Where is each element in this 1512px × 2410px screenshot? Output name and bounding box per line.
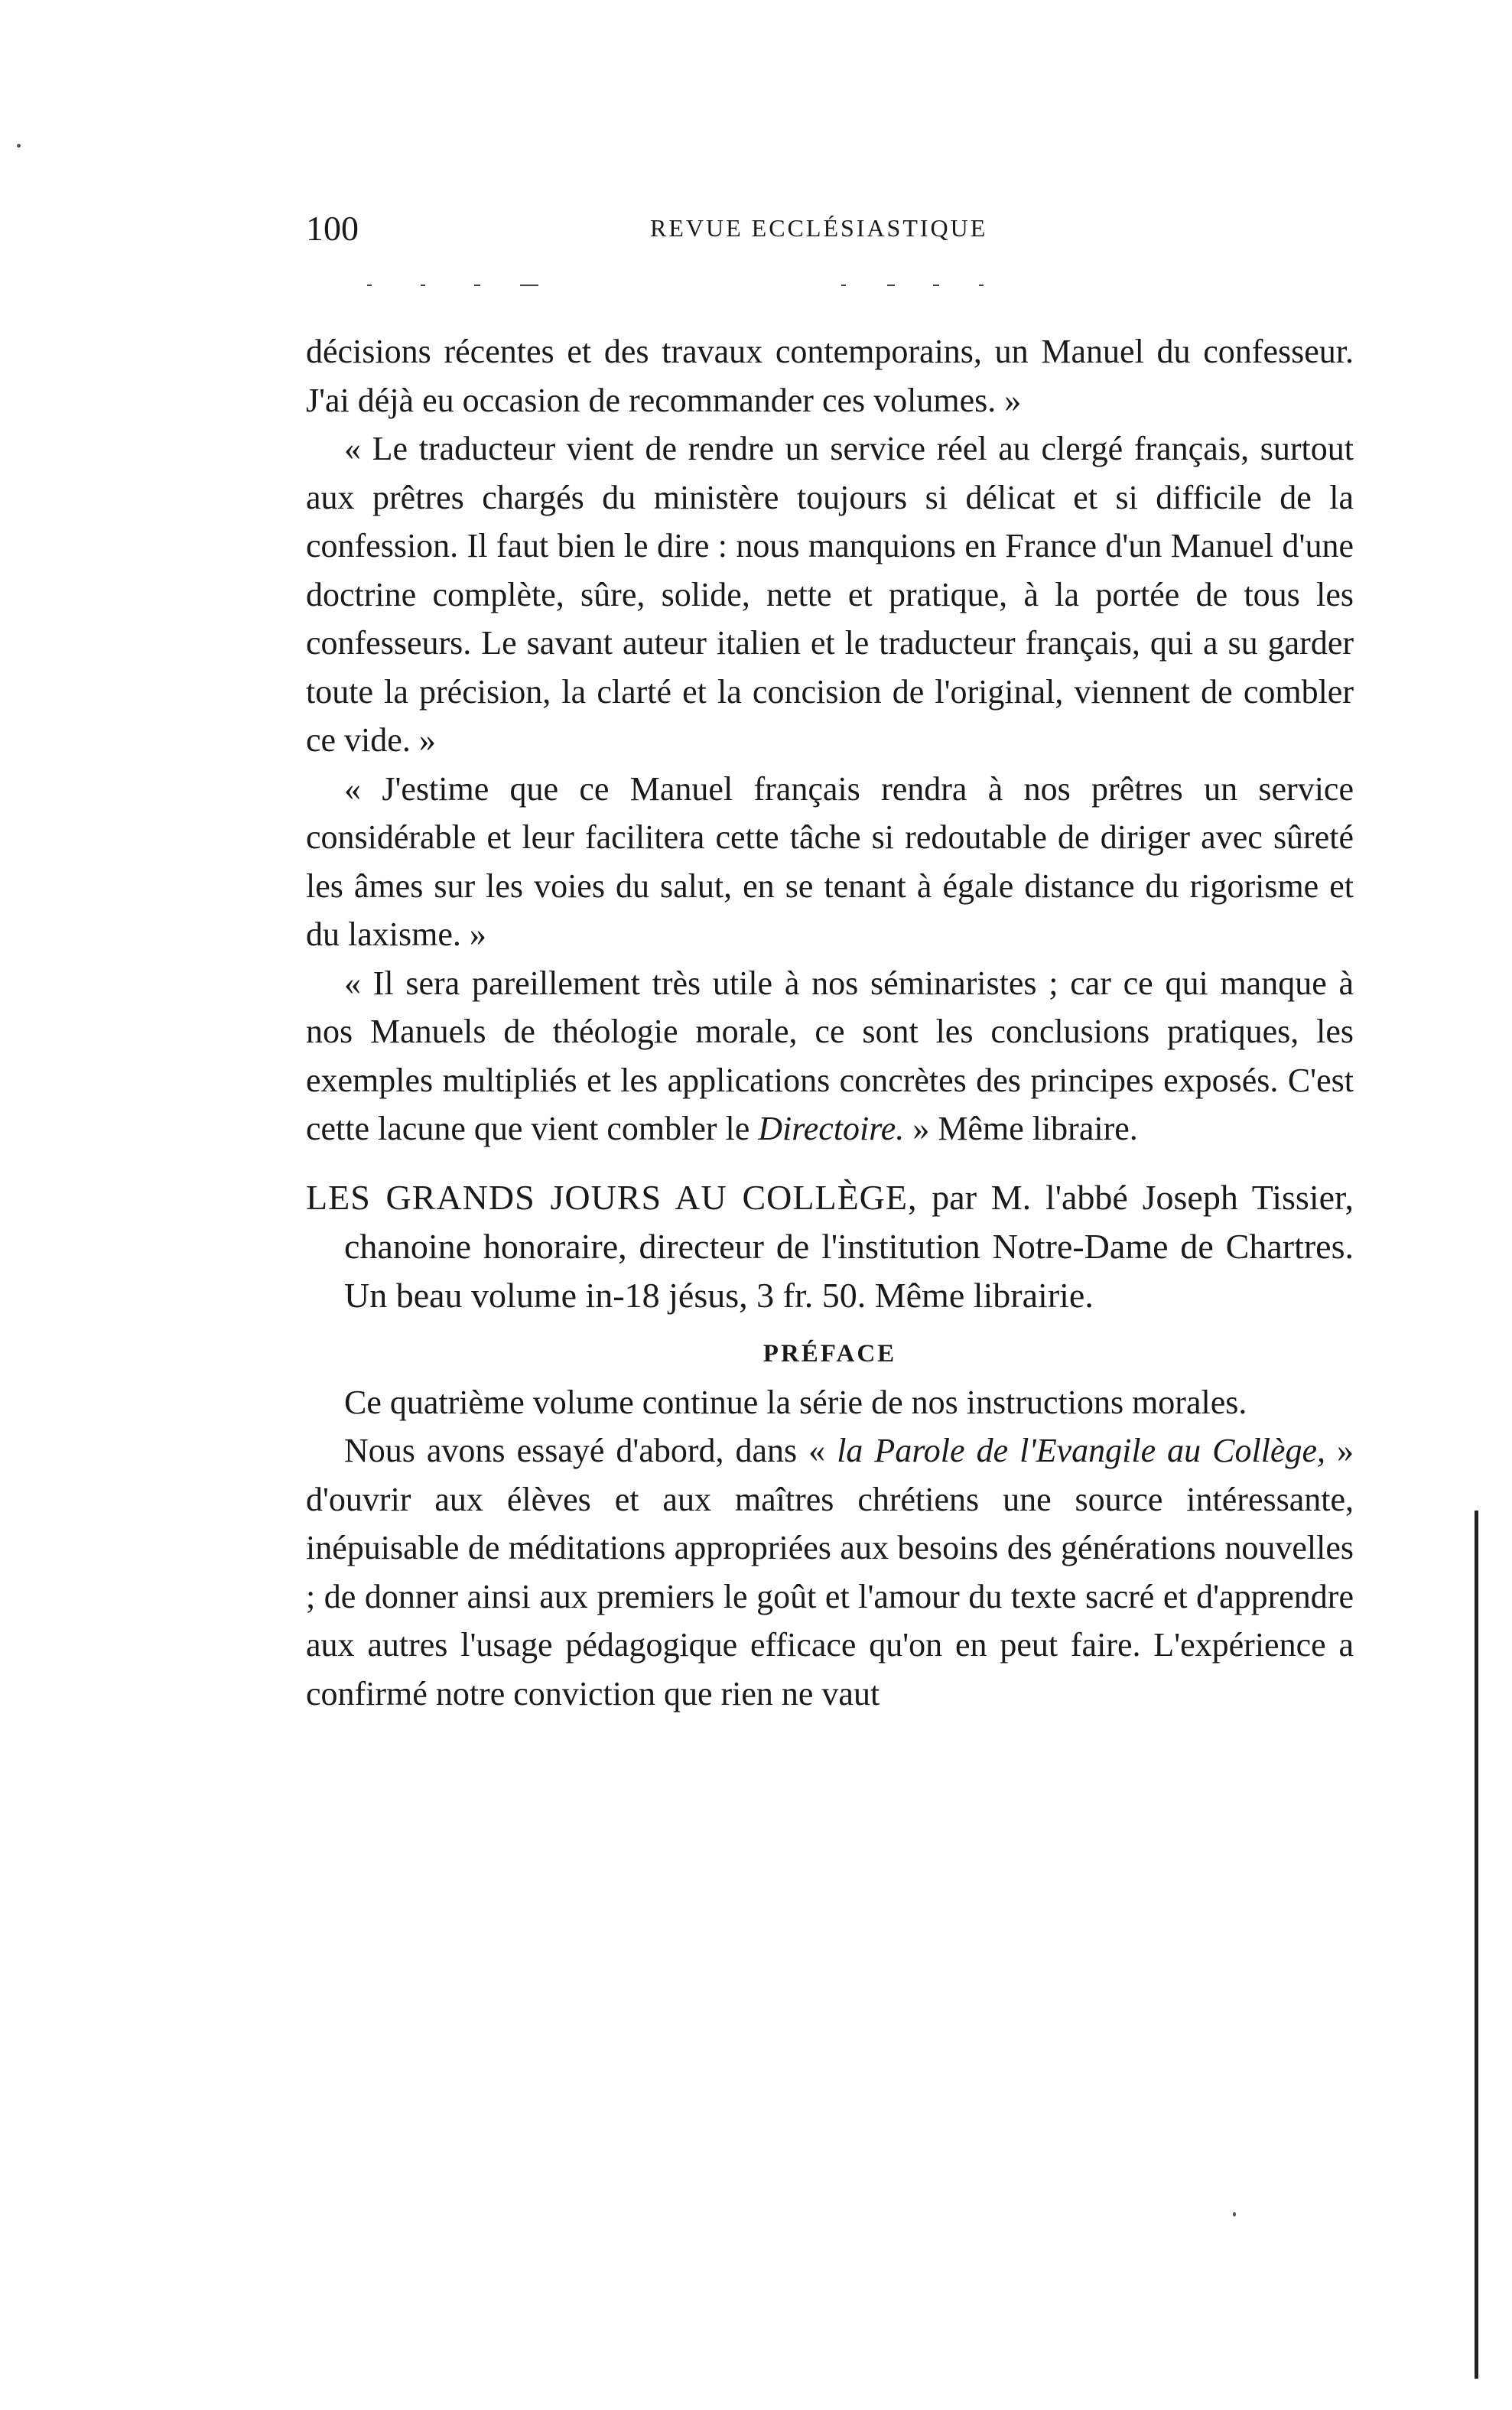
- parole-evangile-title: la Parole de l'Evangile au Collège,: [837, 1432, 1325, 1469]
- page-number: 100: [306, 209, 359, 248]
- preface-paragraph-2: [306, 1426, 1354, 1718]
- preface-section: [306, 1378, 1354, 1719]
- margin-rule: [1475, 1511, 1478, 2379]
- body-speck: [1233, 2212, 1236, 2216]
- running-head: REVUE ECCLÉSIASTIQUE: [650, 214, 988, 242]
- directoire-title: Directoire.: [758, 1110, 905, 1147]
- preface-paragraph-1: Ce quatrième volume continue la série de nos instructions morales.: [344, 1383, 1247, 1421]
- preface-heading: PRÉFACE: [763, 1339, 897, 1368]
- paragraph-3: « J'estime que ce Manuel français rendra à nos prêtres un service considérable et leur facilitera cette tâche si redoutable de diriger avec sûreté les âmes sur les voies du salut, en se tenant à égale distance du rigorisme et du laxisme. »: [306, 769, 1354, 953]
- page-header: [306, 208, 1354, 254]
- paragraph-4: [306, 959, 1354, 1153]
- body-text: [306, 327, 1354, 1718]
- paragraph-4-text: « Il sera pareillement très utile à nos séminaristes ; car ce qui manque à nos Manuels de théologie morale, ce sont les conclusions pratiques, les exemples multipliés et les applications concrètes des principes exposés. C'est cette lacune que vient combler le: [306, 964, 1354, 1147]
- preface-paragraph-2-end: » d'ouvrir aux élèves et aux maîtres chrétiens une source intéressante, inépuisable de méditations appropriées aux besoins des générations nouvelles ; de donner ainsi aux premiers le goût et l'amour du texte sacré et d'apprendre aux autres l'usage pédagogique efficace qu'on en peut faire. L'expérience a confirmé notre conviction que rien ne vaut: [306, 1432, 1354, 1712]
- paragraph-1: décisions récentes et des travaux contemporains, un Manuel du confesseur. J'ai déjà eu occasion de recommander ces volumes. »: [306, 333, 1354, 419]
- book-entry-title: LES GRANDS JOURS AU COLLÈGE,: [306, 1177, 918, 1217]
- paragraph-2: « Le traducteur vient de rendre un service réel au clergé français, surtout aux prêtres chargés du ministère toujours si délicat et si difficile de la confession. Il faut bien le dire : nous manquions en France d'un Manuel d'une doctrine complète, sûre, solide, nette et pratique, à la portée de tous les confesseurs. Le savant auteur italien et le traducteur français, qui a su garder toute la précision, la clarté et la concision de l'original, viennent de combler ce vide. »: [306, 430, 1354, 759]
- paragraph-4-end: » Même libraire.: [904, 1110, 1138, 1147]
- header-rule: [367, 285, 1224, 287]
- margin-speck: [17, 144, 21, 148]
- book-entry-details: par M. l'abbé Joseph Tissier, chanoine honoraire, directeur de l'institution Notre-Dame de Chartres. Un beau volume in-18 jésus, 3 fr. 50. Même librairie.: [344, 1177, 1354, 1315]
- preface-paragraph-2-start: Nous avons essayé d'abord, dans «: [344, 1432, 837, 1469]
- book-entry: [306, 1173, 1354, 1320]
